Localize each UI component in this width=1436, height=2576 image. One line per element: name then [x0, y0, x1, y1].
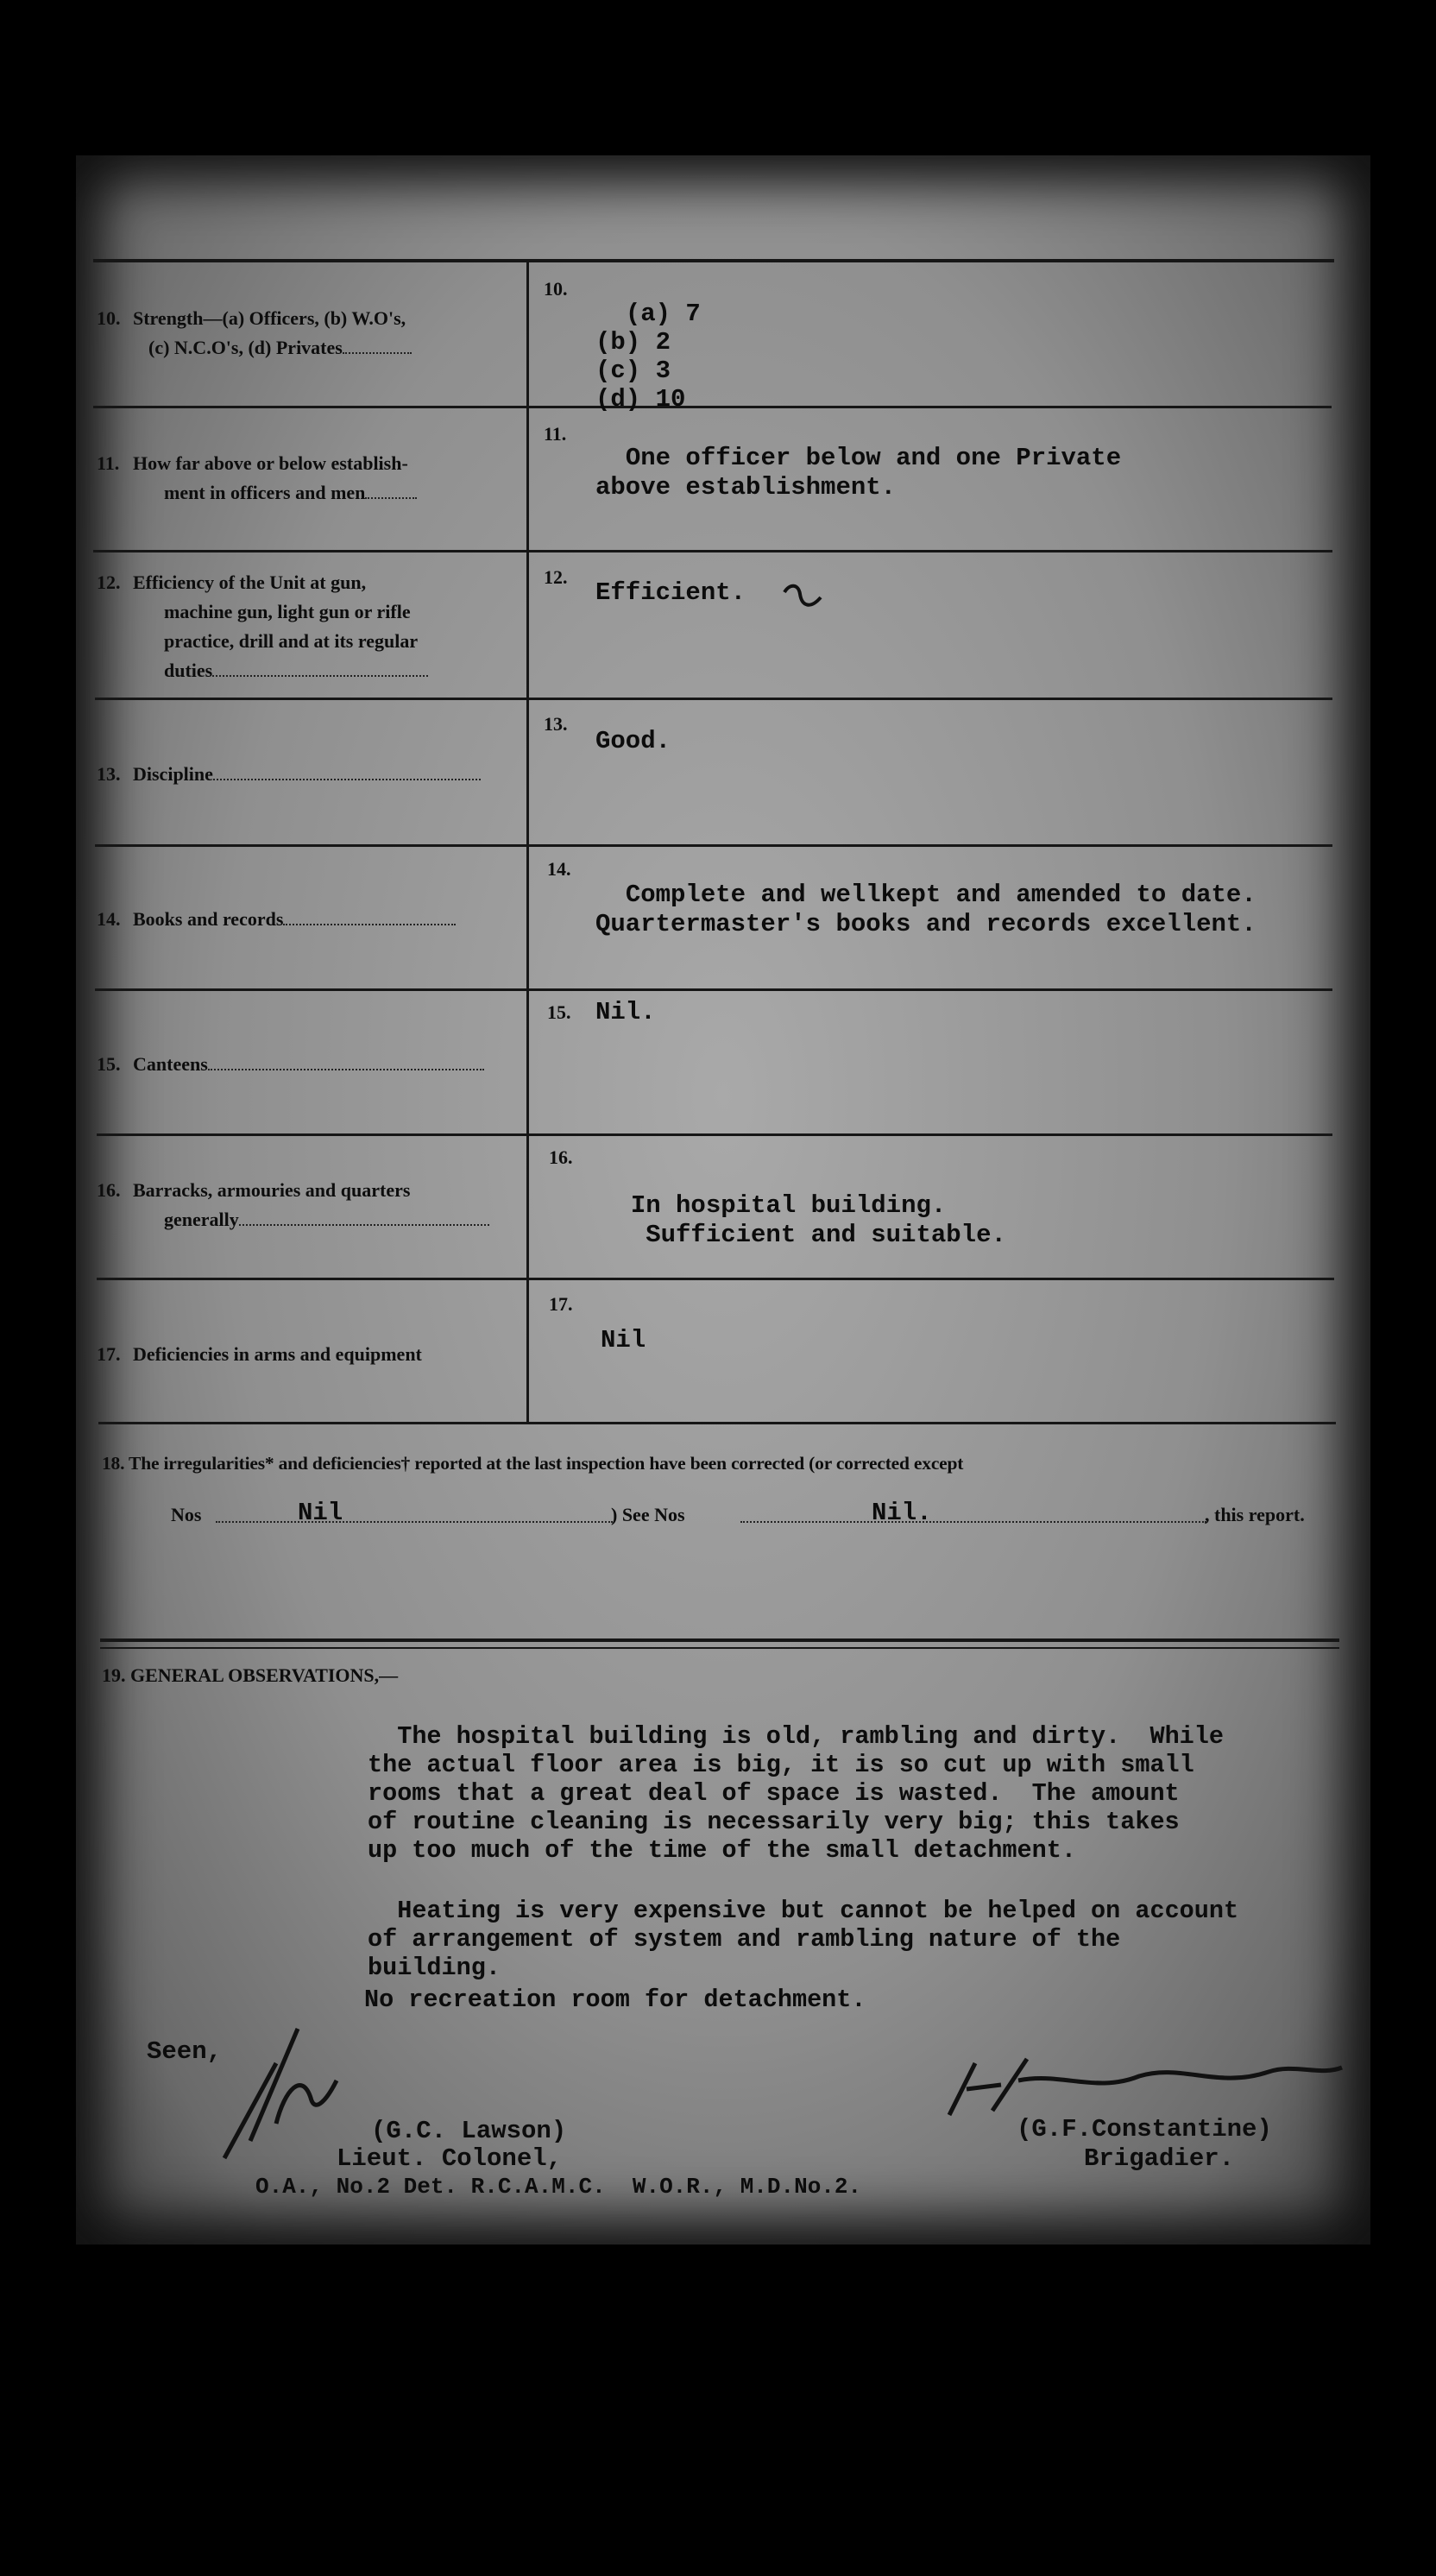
row-11-answer: One officer below and one Private above establishment. — [595, 444, 1122, 502]
item-18-nos-label: Nos — [171, 1504, 202, 1525]
item-18-see-line — [740, 1521, 1206, 1523]
row-12-answer-number: 12. — [544, 566, 568, 588]
row-17-label: 17. Deficiencies in arms and equipment — [97, 1343, 422, 1365]
divider — [97, 1133, 1332, 1136]
item-18-tail: , this report. — [1205, 1504, 1305, 1525]
seen-label: Seen, — [147, 2037, 223, 2066]
row-17-answer: Nil — [601, 1326, 646, 1354]
left-signatory-name: (G.C. Lawson) — [371, 2117, 567, 2145]
check-mark-icon — [781, 580, 824, 615]
item-18-see-label: ) See Nos — [611, 1504, 685, 1525]
item-18-text: 18. The irregularities* and deficiencies† reported at the last inspection have been corrected (or corrected except — [102, 1453, 964, 1474]
row-14-answer-number: 14. — [547, 858, 571, 880]
row-10-answer: (a) 7 (b) 2 (c) 3 (d) 10 — [595, 300, 701, 414]
row-11-answer-number: 11. — [544, 423, 567, 445]
general-observations-heading: 19. GENERAL OBSERVATIONS,— — [102, 1664, 399, 1686]
divider — [98, 1422, 1336, 1424]
row-17-answer-number: 17. — [549, 1293, 573, 1315]
item-18-nos-line — [216, 1521, 613, 1523]
row-16-answer: In hospital building. Sufficient and suitable. — [601, 1191, 1006, 1249]
row-14-label: 14. Books and records — [97, 905, 520, 934]
row-13-answer: Good. — [595, 727, 671, 755]
divider — [93, 406, 1332, 408]
row-10-answer-number: 10. — [544, 278, 568, 300]
row-15-answer: Nil. — [595, 998, 656, 1026]
left-signatory-rank: Lieut. Colonel, — [337, 2144, 563, 2173]
divider — [95, 698, 1332, 700]
row-15-answer-number: 15. — [547, 1001, 571, 1023]
divider — [100, 1638, 1339, 1642]
observations-paragraph-1: The hospital building is old, rambling and dirty. While the actual floor area is big, it is so cut up with small rooms that a great deal of space is wasted. The amount of routine cleaning is necessarily very big; this takes up too much of the time of the small detachment. — [368, 1722, 1224, 1865]
row-10-label: 10. Strength—(a) Officers, (b) W.O's, (c) N.C.O's, (d) Privates — [97, 304, 520, 363]
item-18-nos-value: Nil — [298, 1499, 343, 1527]
divider — [100, 1647, 1339, 1649]
row-13-label: 13. Discipline — [97, 760, 520, 789]
right-signatory-rank: Brigadier. — [1084, 2144, 1235, 2173]
divider — [93, 259, 1334, 262]
divider — [95, 844, 1332, 847]
row-14-answer: Complete and wellkept and amended to date. Quartermaster's books and records excellent. — [595, 881, 1256, 938]
divider — [95, 988, 1332, 991]
row-12-answer: Efficient. — [595, 578, 746, 607]
row-16-label: 16. Barracks, armouries and quarters generally — [97, 1176, 528, 1234]
divider — [97, 1278, 1334, 1280]
right-signature — [941, 2046, 1346, 2124]
column-divider — [526, 261, 529, 1422]
row-13-answer-number: 13. — [544, 713, 568, 735]
row-12-label: 12. Efficiency of the Unit at gun, machine gun, light gun or rifle practice, drill and at its regular duties — [97, 568, 528, 685]
left-signatory-unit: O.A., No.2 Det. R.C.A.M.C. W.O.R., M.D.No.2. — [255, 2174, 862, 2200]
observations-paragraph-3: No recreation room for detachment. — [364, 1986, 866, 2014]
observations-paragraph-2: Heating is very expensive but cannot be helped on account of arrangement of system and rambling nature of the building. — [368, 1897, 1239, 1982]
right-signatory-name: (G.F.Constantine) — [1017, 2115, 1272, 2144]
row-15-label: 15. Canteens — [97, 1050, 520, 1079]
divider — [93, 550, 1332, 552]
item-18-see-value: Nil. — [872, 1499, 932, 1527]
row-11-label: 11. How far above or below establish- ment in officers and men — [97, 449, 520, 508]
row-16-answer-number: 16. — [549, 1146, 573, 1168]
